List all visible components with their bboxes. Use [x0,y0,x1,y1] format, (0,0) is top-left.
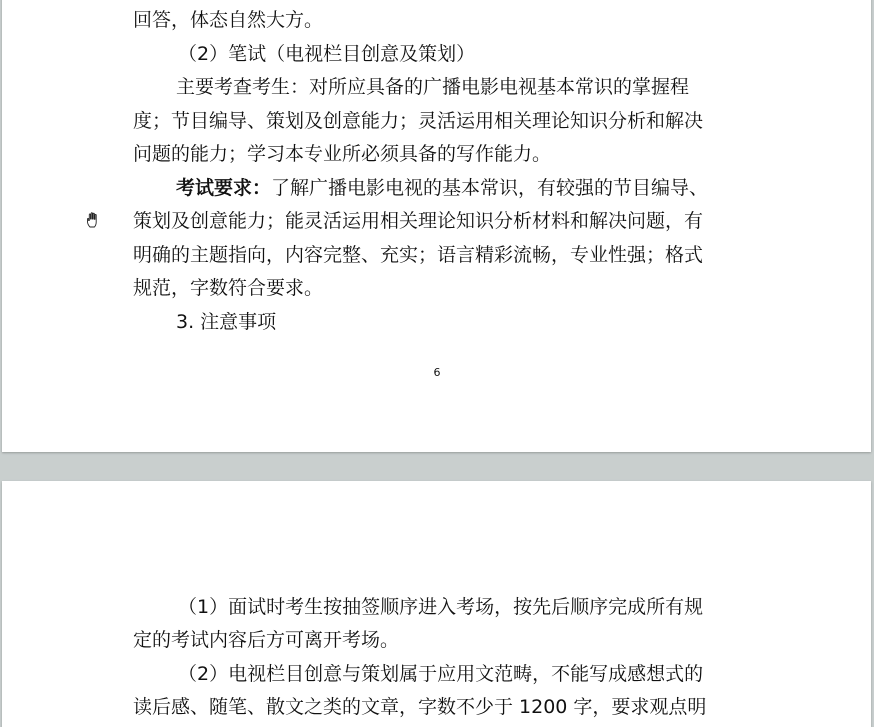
paragraph-line: 规范，字数符合要求。 [133,277,324,299]
exam-requirements-line [176,178,788,198]
paragraph-line: 策划及创意能力；能灵活运用相关理论知识分析材料和解决问题，有 [133,210,704,232]
exam-requirements-label: 考试要求： [176,177,272,199]
paragraph-line: 回答，体态自然大方。 [133,9,324,31]
paragraph-line: 主要考查考生：对所应具备的广播电影电视基本常识的掌握程 [176,76,690,98]
paragraph-line: 明确的主题指向，内容完整、充实；语言精彩流畅，专业性强；格式 [133,244,704,266]
paragraph-line: （1）面试时考生按抽签顺序进入考场，按先后顺序完成所有规 [178,596,704,618]
paragraph-line: 定的考试内容后方可离开考场。 [133,629,400,651]
section-heading-written-exam: （2）笔试（电视栏目创意及策划） [178,43,476,65]
paragraph-line: 问题的能力；学习本专业所必须具备的写作能力。 [133,143,552,165]
exam-requirements-text: 了解广播电影电视的基本常识，有较强的节目编导、 [271,177,709,199]
paragraph-line: 度；节目编导、策划及创意能力；灵活运用相关理论知识分析和解决 [133,110,704,132]
document-page-7 [2,481,871,727]
hand-cursor-icon [85,211,103,229]
section-heading-notes: 3. 注意事项 [176,311,277,333]
paragraph-line: 读后感、随笔、散文之类的文章，字数不少于 1200 字，要求观点明 [133,696,707,718]
document-page-6 [2,0,871,452]
page-number: 6 [433,366,441,379]
paragraph-line: （2）电视栏目创意与策划属于应用文范畴，不能写成感想式的 [178,663,704,685]
